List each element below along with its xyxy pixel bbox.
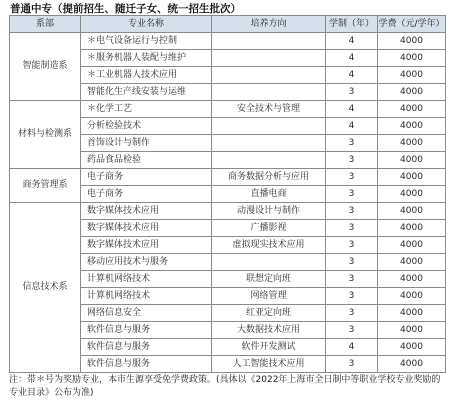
tuition-cell: 4000	[378, 305, 446, 322]
duration-cell: 3	[326, 254, 378, 271]
tuition-cell: 4000	[378, 356, 446, 373]
direction-cell	[212, 152, 326, 169]
direction-cell: 软件开发测试	[212, 339, 326, 356]
duration-cell: 4	[326, 33, 378, 50]
major-cell: ＊化学工艺	[81, 101, 212, 118]
duration-cell: 3	[326, 152, 378, 169]
tuition-cell: 4000	[378, 322, 446, 339]
tuition-cell: 4000	[378, 50, 446, 67]
direction-cell	[212, 50, 326, 67]
tuition-cell: 4000	[378, 101, 446, 118]
direction-cell: 网络管理	[212, 288, 326, 305]
direction-cell: 商务数据分析与应用	[212, 169, 326, 186]
tuition-cell: 4000	[378, 84, 446, 101]
direction-cell: 广播影视	[212, 220, 326, 237]
major-cell: ＊服务机器人装配与维护	[81, 50, 212, 67]
major-cell: 首饰设计与制作	[81, 135, 212, 152]
table-row	[10, 101, 446, 118]
tuition-cell: 4000	[378, 67, 446, 84]
duration-cell: 4	[326, 101, 378, 118]
tuition-cell: 4000	[378, 288, 446, 305]
direction-cell	[212, 84, 326, 101]
direction-cell: 人工智能技术应用	[212, 356, 326, 373]
table-row	[10, 33, 446, 50]
header-tuition: 学费（元/学年）	[378, 16, 446, 33]
tuition-cell: 4000	[378, 135, 446, 152]
major-cell: 网络信息安全	[81, 305, 212, 322]
major-cell: 电子商务	[81, 169, 212, 186]
tuition-cell: 4000	[378, 220, 446, 237]
major-cell: 数字媒体技术应用	[81, 220, 212, 237]
direction-cell	[212, 135, 326, 152]
tuition-cell: 4000	[378, 203, 446, 220]
duration-cell: 3	[326, 84, 378, 101]
direction-cell	[212, 33, 326, 50]
direction-cell	[212, 118, 326, 135]
tuition-cell: 4000	[378, 271, 446, 288]
major-cell: 软件信息与服务	[81, 339, 212, 356]
table-row	[10, 203, 446, 220]
duration-cell: 3	[326, 135, 378, 152]
duration-cell: 3	[326, 356, 378, 373]
direction-cell: 安全技术与管理	[212, 101, 326, 118]
tuition-cell: 4000	[378, 169, 446, 186]
direction-cell	[212, 67, 326, 84]
tuition-cell: 4000	[378, 339, 446, 356]
major-cell: 智能化生产线安装与运维	[81, 84, 212, 101]
major-cell: 药品食品检验	[81, 152, 212, 169]
duration-cell: 3	[326, 203, 378, 220]
duration-cell: 3	[326, 169, 378, 186]
major-cell: ＊电气设备运行与控制	[81, 33, 212, 50]
direction-cell: 联想定向班	[212, 271, 326, 288]
tuition-cell: 4000	[378, 118, 446, 135]
duration-cell: 4	[326, 50, 378, 67]
tuition-cell: 4000	[378, 33, 446, 50]
programs-table	[9, 15, 446, 373]
duration-cell: 4	[326, 339, 378, 356]
major-cell: 软件信息与服务	[81, 322, 212, 339]
tuition-cell: 4000	[378, 254, 446, 271]
tuition-cell: 4000	[378, 237, 446, 254]
major-cell: 计算机网络技术	[81, 271, 212, 288]
duration-cell: 4	[326, 67, 378, 84]
duration-cell: 3	[326, 288, 378, 305]
duration-cell: 3	[326, 322, 378, 339]
direction-cell: 虚拟现实技术应用	[212, 237, 326, 254]
direction-cell: 大数据技术应用	[212, 322, 326, 339]
major-cell: 移动应用技术与服务	[81, 254, 212, 271]
duration-cell: 3	[326, 237, 378, 254]
direction-cell: 动漫设计与制作	[212, 203, 326, 220]
page-title: 普通中专（提前招生、随迁子女、统一招生批次）	[10, 3, 241, 15]
header-duration: 学制（年）	[326, 16, 378, 33]
department-cell: 材料与检测系	[10, 101, 81, 169]
footnote: 注：带＊号为奖励专业，本市生源享受免学费政策。(具体以《2022年上海市全日制中等职业学校专业奖励的专业目录》公布为准)	[9, 375, 441, 398]
department-cell: 智能制造系	[10, 33, 81, 101]
direction-cell	[212, 254, 326, 271]
duration-cell: 3	[326, 220, 378, 237]
direction-cell: 红亚定向班	[212, 305, 326, 322]
duration-cell: 3	[326, 271, 378, 288]
direction-cell: 直播电商	[212, 186, 326, 203]
major-cell: 软件信息与服务	[81, 356, 212, 373]
major-cell: 数字媒体技术应用	[81, 237, 212, 254]
duration-cell: 4	[326, 118, 378, 135]
table-row	[10, 169, 446, 186]
header-major: 专业名称	[81, 16, 212, 33]
header-direction: 培养方向	[212, 16, 326, 33]
major-cell: 电子商务	[81, 186, 212, 203]
major-cell: 数字媒体技术应用	[81, 203, 212, 220]
department-cell: 信息技术系	[10, 203, 81, 373]
tuition-cell: 4000	[378, 152, 446, 169]
header-department: 系部	[10, 16, 81, 33]
major-cell: 计算机网络技术	[81, 288, 212, 305]
major-cell: ＊工业机器人技术应用	[81, 67, 212, 84]
table-header-row	[10, 16, 446, 33]
duration-cell: 3	[326, 186, 378, 203]
duration-cell: 3	[326, 305, 378, 322]
department-cell: 商务管理系	[10, 169, 81, 203]
tuition-cell: 4000	[378, 186, 446, 203]
table-body	[10, 33, 446, 373]
major-cell: 分析检验技术	[81, 118, 212, 135]
